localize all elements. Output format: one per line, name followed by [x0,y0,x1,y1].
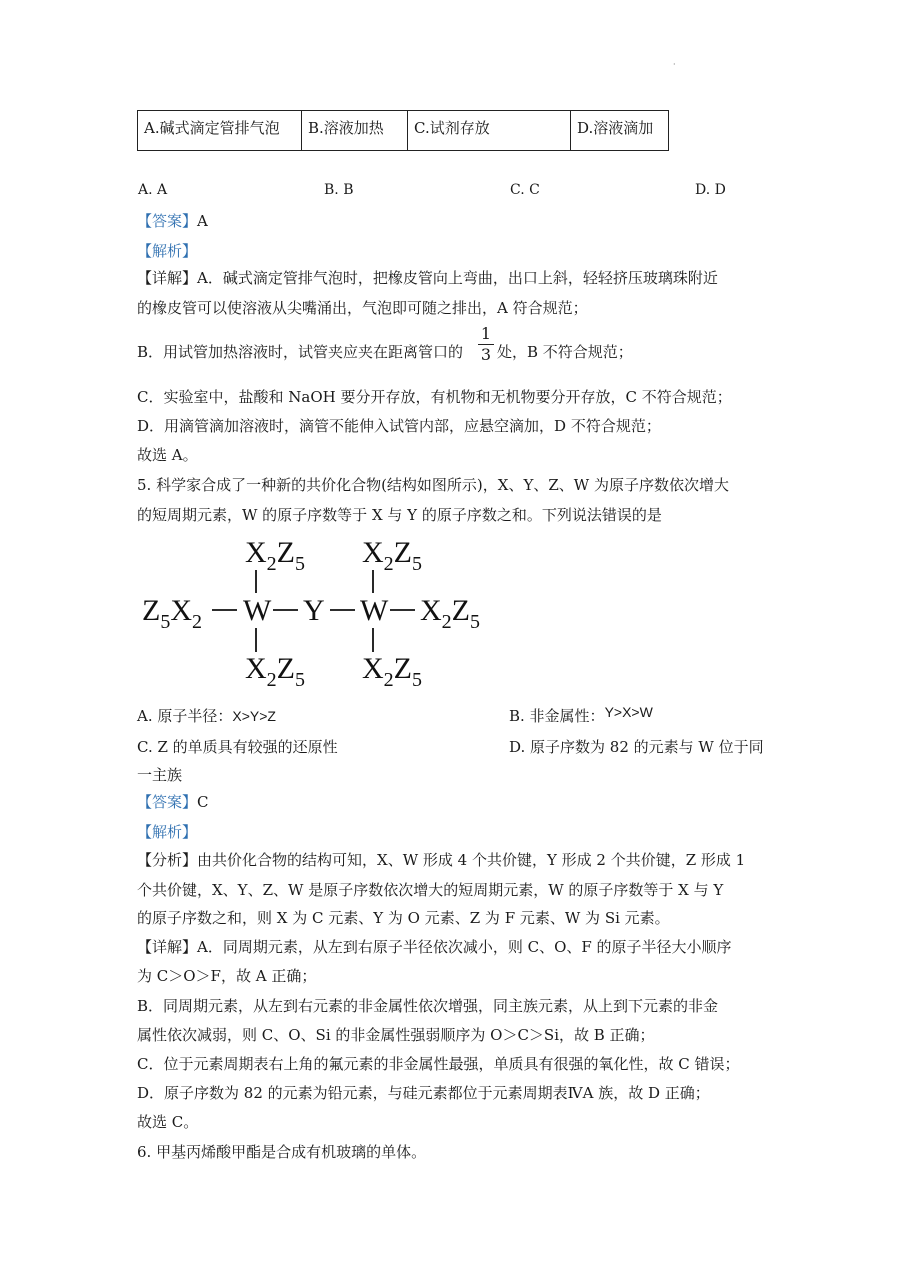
atom-z: Z [276,652,295,685]
corner-mark: · [673,60,676,69]
subscript-2: 2 [383,553,394,575]
group-bottom-left [245,652,305,691]
option-a-value: X>Y>Z [232,708,276,724]
q5-stem-line-1: 5. 科学家合成了一种新的共价化合物(结构如图所示)，X、Y、Z、W 为原子序数依次增大 [137,476,729,494]
fraction-numerator: 1 [480,324,492,343]
group-left [142,594,202,633]
answer-value: A [197,212,208,230]
subscript-2: 2 [192,611,202,633]
group-top-left [245,536,305,575]
fenxi-tag: 【分析】 [137,851,198,869]
q4-detail-line-1 [137,268,718,288]
q4-option-d: D. D [695,182,726,198]
answer-tag: 【答案】 [137,793,198,811]
detail-text: A．碱式滴定管排气泡时，把橡皮管向上弯曲，出口上斜，轻轻挤压玻璃珠附近 [197,269,718,287]
q5-detail-line-6: D．原子序数为 82 的元素为铅元素，与硅元素都位于元素周期表ⅣA 族，故 D 正确； [137,1084,710,1102]
option-b-label: B. 非金属性： [509,707,605,725]
q4-detail-line-6: 故选 A。 [137,446,198,464]
q5-option-d: D. 原子序数为 82 的元素与 W 位于同 [509,738,764,756]
fraction-denominator: 3 [480,345,492,364]
atom-w-right: W [360,594,389,627]
q4-detail-line-3b: 处，B 不符合规范； [497,343,633,361]
subscript-2: 2 [266,669,277,691]
q4-detail-line-3: B．用试管加热溶液时，试管夹应夹在距离管口的 [137,343,464,361]
atom-z: Z [451,594,470,627]
q5-analysis-line-2: 个共价键，X、Y、Z、W 是原子序数依次增大的短周期元素，W 的原子序数等于 X 与 Y [137,881,724,899]
table-cell-b: B.溶液加热 [302,111,408,151]
group-top-right [362,536,422,575]
subscript-5: 5 [412,553,422,575]
atom-z: Z [276,536,295,569]
q5-detail-line-4: 属性依次减弱，则 C、O、Si 的非金属性强弱顺序为 O＞C＞Si，故 B 正确； [137,1026,655,1044]
option-a-label: A. 原子半径： [137,707,233,725]
subscript-5: 5 [160,611,171,633]
q5-detail-line-1: 【详解】A．同周期元素，从左到右原子半径依次减小，则 C、O、F 的原子半径大小顺序 [137,938,732,956]
q5-answer [137,792,209,812]
q4-option-b: B. B [324,182,354,198]
q5-option-d-cont: 一主族 [137,766,183,784]
atom-x: X [245,536,267,569]
q6-stem: 6. 甲基丙烯酸甲酯是合成有机玻璃的单体。 [137,1143,427,1161]
atom-x: X [362,652,384,685]
q4-option-c: C. C [510,182,540,198]
subscript-5: 5 [470,611,480,633]
atom-w-left: W [243,594,272,627]
option-b-value: Y>X>W [604,704,653,720]
answer-tag: 【答案】 [137,212,198,230]
subscript-5: 5 [295,669,305,691]
q5-option-c: C. Z 的单质具有较强的还原性 [137,738,338,756]
table-cell-c: C.试剂存放 [408,111,571,151]
table-cell-a: A.碱式滴定管排气泡 [138,111,302,151]
q5-detail-line-7: 故选 C。 [137,1113,199,1131]
q5-analysis-line-3: 的原子序数之和，则 X 为 C 元素、Y 为 O 元素、Z 为 F 元素、W 为 Si 元素。 [137,909,670,927]
q5-option-a [137,706,276,726]
q5-detail-line-2: 为 C＞O＞F，故 A 正确； [137,967,317,985]
group-bottom-right [362,652,422,691]
atom-x: X [362,536,384,569]
atom-x: X [245,652,267,685]
q4-detail-line-2: 的橡皮管可以使溶液从尖嘴涌出，气泡即可随之排出，A 符合规范； [137,299,588,317]
subscript-2: 2 [441,611,452,633]
group-right [420,594,480,633]
atom-x: X [420,594,442,627]
q4-answer [137,211,208,231]
q5-option-b [509,706,653,726]
subscript-5: 5 [412,669,422,691]
fraction-one-third [478,325,494,364]
subscript-5: 5 [295,553,305,575]
atom-z: Z [393,536,412,569]
q5-analysis-line-1 [137,850,745,870]
atom-z: Z [393,652,412,685]
answer-value: C [197,793,209,811]
q5-detail-line-3: B．同周期元素，从左到右元素的非金属性依次增强，同主族元素，从上到下元素的非金 [137,997,719,1015]
detail-tag: 【详解】 [137,269,198,287]
q5-analysis-tag: 【解析】 [137,823,198,841]
question-4-figure-table [137,110,669,151]
analysis-text: 由共价化合物的结构可知，X、W 形成 4 个共价键，Y 形成 2 个共价键，Z 形成 1 [197,851,746,869]
q4-detail-line-4: C．实验室中，盐酸和 NaOH 要分开存放，有机物和无机物要分开存放，C 不符合规范； [137,388,732,406]
q5-stem-line-2: 的短周期元素，W 的原子序数等于 X 与 Y 的原子序数之和。下列说法错误的是 [137,506,662,524]
q5-detail-line-5: C．位于元素周期表右上角的氟元素的非金属性最强，单质具有很强的氧化性，故 C 错误； [137,1055,740,1073]
subscript-2: 2 [383,669,394,691]
subscript-2: 2 [266,553,277,575]
q4-option-a: A. A [138,182,168,198]
q4-detail-line-5: D．用滴管滴加溶液时，滴管不能伸入试管内部，应悬空滴加，D 不符合规范； [137,417,661,435]
atom-x: X [170,594,192,627]
table-cell-d: D.溶液滴加 [571,111,669,151]
atom-z: Z [142,594,161,627]
q4-analysis-tag: 【解析】 [137,242,198,260]
atom-y: Y [303,594,325,627]
